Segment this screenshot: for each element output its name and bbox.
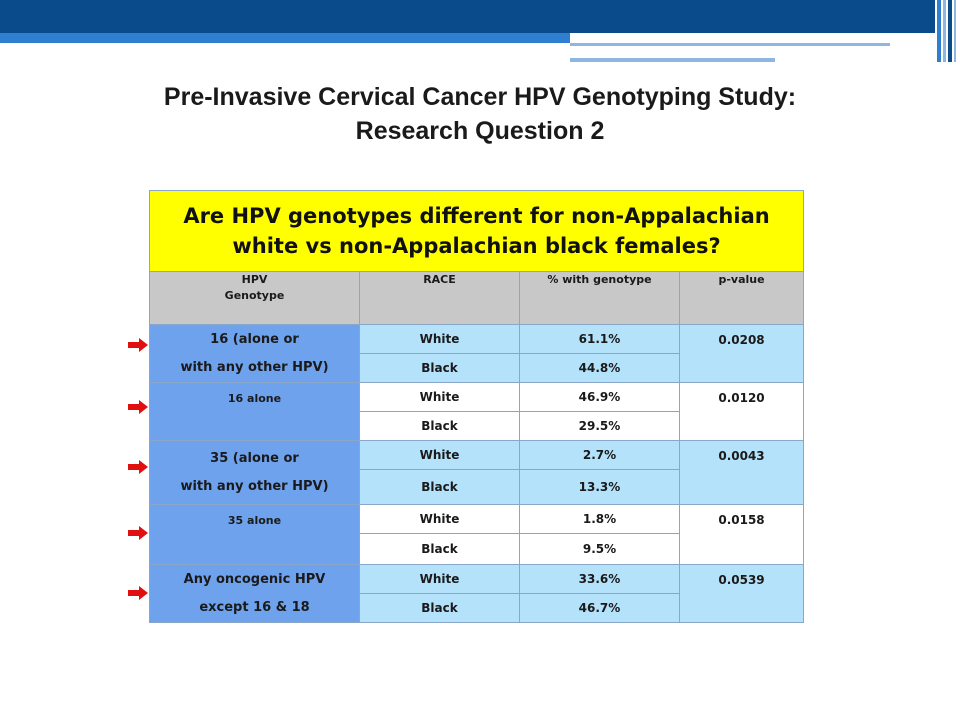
genotype-cell	[150, 441, 360, 505]
pct-cell: 46.9%	[520, 383, 680, 412]
red-arrow-icon	[128, 338, 148, 352]
pct-cell: 2.7%	[520, 441, 680, 470]
race-cell: Black	[360, 354, 520, 383]
pvalue-cell: 0.0120	[680, 383, 804, 441]
genotype-cell	[150, 565, 360, 623]
pct-cell: 33.6%	[520, 565, 680, 594]
race-cell: White	[360, 325, 520, 354]
table-row	[150, 383, 804, 412]
slide-title-line2: Research Question 2	[355, 117, 605, 145]
table-row	[150, 441, 804, 470]
header-vertical-lines	[935, 0, 960, 62]
header-accent-line	[570, 43, 890, 46]
red-arrow-icon	[128, 400, 148, 414]
red-arrow-icon	[128, 460, 148, 474]
column-header-pvalue: p-value	[680, 272, 804, 325]
header-accent-bar	[0, 33, 570, 43]
genotype-label-line2: with any other HPV)	[180, 478, 329, 494]
genotype-cell	[150, 383, 360, 441]
genotype-cell	[150, 505, 360, 565]
pct-cell: 13.3%	[520, 470, 680, 505]
column-header-genotype	[150, 272, 360, 325]
race-cell: Black	[360, 470, 520, 505]
pct-cell: 1.8%	[520, 505, 680, 534]
genotype-label-line2: except 16 & 18	[199, 599, 310, 615]
genotype-label-line1: Any oncogenic HPV	[183, 571, 326, 587]
race-cell: White	[360, 565, 520, 594]
header-bar	[0, 0, 935, 33]
header-accent-line	[570, 58, 775, 62]
pct-cell: 61.1%	[520, 325, 680, 354]
research-question-line2: white vs non-Appalachian black females?	[232, 234, 721, 258]
column-header-pct: % with genotype	[520, 272, 680, 325]
genotype-label-line2: with any other HPV)	[180, 359, 329, 375]
pct-cell: 9.5%	[520, 534, 680, 565]
genotype-label-line1: 16 (alone or	[210, 331, 299, 347]
pvalue-cell: 0.0539	[680, 565, 804, 623]
table-row	[150, 505, 804, 534]
red-arrow-icon	[128, 586, 148, 600]
red-arrow-icon	[128, 526, 148, 540]
column-header-genotype-line1: HPV	[241, 273, 268, 286]
pvalue-cell: 0.0158	[680, 505, 804, 565]
genotype-label-line1: 35 alone	[227, 514, 282, 527]
race-cell: White	[360, 441, 520, 470]
genotype-cell	[150, 325, 360, 383]
pvalue-cell: 0.0043	[680, 441, 804, 505]
race-cell: White	[360, 505, 520, 534]
pvalue-cell: 0.0208	[680, 325, 804, 383]
column-header-genotype-line2: Genotype	[224, 289, 285, 302]
genotype-label-line1: 16 alone	[227, 392, 282, 405]
research-question-line1: Are HPV genotypes different for non-Appalachian	[183, 204, 770, 228]
slide-title-line1: Pre-Invasive Cervical Cancer HPV Genotyping Study:	[163, 83, 797, 111]
race-cell: Black	[360, 534, 520, 565]
race-cell: Black	[360, 594, 520, 623]
pct-cell: 44.8%	[520, 354, 680, 383]
genotype-table	[149, 190, 804, 623]
table-row	[150, 565, 804, 594]
column-header-race: RACE	[360, 272, 520, 325]
pct-cell: 46.7%	[520, 594, 680, 623]
genotype-label-line1: 35 (alone or	[210, 450, 299, 466]
race-cell: Black	[360, 412, 520, 441]
research-question	[150, 191, 804, 272]
pct-cell: 29.5%	[520, 412, 680, 441]
race-cell: White	[360, 383, 520, 412]
slide-title	[40, 80, 920, 148]
table-row	[150, 325, 804, 354]
